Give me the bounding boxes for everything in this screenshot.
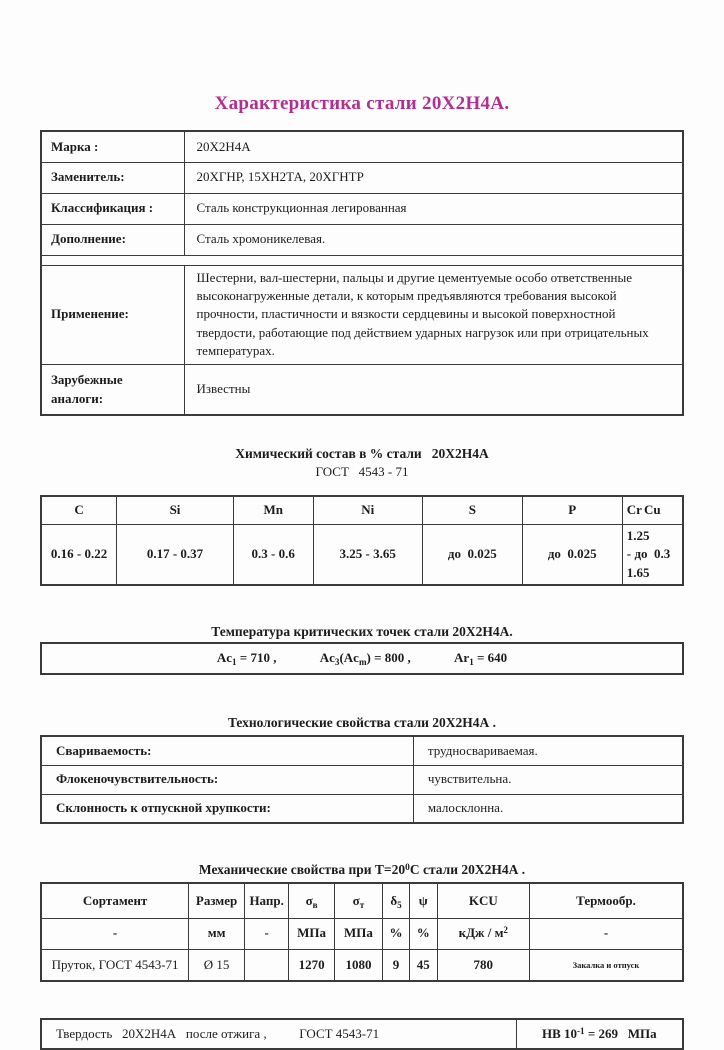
chem-col-header: Ni [313, 496, 422, 524]
chem-header-row: C Si Mn Ni S P Cr Cu [41, 496, 683, 524]
mech-col-psi: ψ [409, 883, 437, 918]
info-value: 20ХГНР, 15ХН2ТА, 20ХГНТР [184, 162, 683, 193]
chemical-section-title: Химический состав в % стали 20Х2Н4А [235, 446, 489, 462]
chem-col-header: S [422, 496, 522, 524]
mech-unit: % [383, 918, 410, 949]
chem-col-header: Cu [622, 496, 683, 524]
mech-delta-value: 9 [383, 949, 410, 981]
hardness-table [40, 1018, 684, 1050]
critical-points-title: Температура критических точек стали 20Х2Н4А. [211, 624, 513, 640]
table-row [41, 162, 683, 193]
chem-value: до 0.025 [422, 524, 522, 585]
mech-razmer-value: Ø 15 [189, 949, 245, 981]
mech-unit: кДж / $м^2$ [437, 918, 529, 949]
info-value: Сталь конструкционная легированная [184, 193, 683, 224]
chem-value: 3.25 - 3.65 [313, 524, 422, 585]
chem-value: до 0.3 [622, 524, 683, 585]
tech-label: Флокеночувствительность: [41, 765, 413, 794]
mech-col-napr: Напр. [245, 883, 289, 918]
info-label: Классификация : [41, 193, 184, 224]
chem-col-header: Mn [233, 496, 313, 524]
chemical-composition-table [40, 495, 684, 586]
table-row [41, 736, 683, 765]
mech-unit: - [245, 918, 289, 949]
mech-unit: - [530, 918, 684, 949]
mech-unit: мм [189, 918, 245, 949]
chem-col-header: C [41, 496, 117, 524]
page-title: Характеристика стали 20Х2Н4А. [214, 93, 510, 114]
info-label: Дополнение: [41, 224, 184, 255]
tech-properties-table [40, 735, 684, 824]
chem-col-header: P [522, 496, 622, 524]
mech-data-row [41, 949, 683, 981]
table-row [41, 765, 683, 794]
ac3-value: $Ac_3(Ac_m) = 800$ , [319, 650, 411, 668]
ar1-value: $Ar_1 = 640$ [454, 650, 508, 668]
tech-section-title: Технологические свойства стали 20Х2Н4А . [227, 715, 497, 731]
mech-termoobr-value: Закалка и отпуск [530, 949, 684, 981]
mechanical-properties-table [40, 882, 684, 982]
info-label: Заменитель: [41, 162, 184, 193]
tech-value: чувствительна. [413, 765, 683, 794]
table-row [41, 794, 683, 823]
mech-sigma-t-value: 1080 [334, 949, 382, 981]
table-row [41, 193, 683, 224]
hardness-value: НВ $10^{-1} = 269$ МПа [516, 1019, 683, 1049]
chem-value: 0.16 - 0.22 [41, 524, 117, 585]
spacer-cell [41, 255, 683, 265]
chemical-section-subtitle: ГОСТ 4543 - 71 [315, 464, 409, 480]
mech-unit: % [409, 918, 437, 949]
hardness-description: Твердость 20Х2Н4А после отжига , ГОСТ 4543-71 [41, 1019, 516, 1049]
mech-section-title: Механические свойства при $Т=20^0С$ стали 20Х2Н4А . [198, 862, 526, 878]
mech-col-sortament: Сортамент [41, 883, 189, 918]
mech-col-sigma-t: $\sigma_т$ [334, 883, 382, 918]
mech-col-termoobr: Термообр. [530, 883, 684, 918]
chem-value: 0.17 - 0.37 [117, 524, 234, 585]
mech-sigma-b-value: 1270 [289, 949, 335, 981]
mech-units-row [41, 918, 683, 949]
mech-psi-value: 45 [409, 949, 437, 981]
tech-label: Склонность к отпускной хрупкости: [41, 794, 413, 823]
info-label: Применение: [41, 265, 184, 364]
ac1-value: $Ac_1 = 710$ , [216, 650, 277, 668]
chem-col-header: Si [117, 496, 234, 524]
info-value: Шестерни, вал-шестерни, пальцы и другие цементуемые особо ответственные высоконагруженные детали, к которым предъявляются требования высокой прочности, пластичности и вязкости сердцевины и высокой поверхностной твердости, работающие под действием ударных нагрузок или при отрицательных температурах. [184, 265, 683, 364]
steel-info-table [40, 130, 684, 416]
info-value: Сталь хромоникелевая. [184, 224, 683, 255]
mech-unit: МПа [289, 918, 335, 949]
tech-label: Свариваемость: [41, 736, 413, 765]
table-row [41, 364, 683, 415]
spacer-row [41, 255, 683, 265]
critical-points-cell [41, 643, 683, 674]
info-value: Известны [184, 364, 683, 415]
table-row [41, 265, 683, 364]
critical-points-table [40, 642, 684, 675]
tech-value: трудносвариваемая. [413, 736, 683, 765]
table-row [41, 131, 683, 162]
mech-col-razmer: Размер [189, 883, 245, 918]
mech-col-sigma-b: $\sigma_в$ [289, 883, 335, 918]
info-value: 20Х2Н4А [184, 131, 683, 162]
chem-values-row: 0.16 - 0.22 0.17 - 0.37 0.3 - 0.6 3.25 - 3.65 до 0.025 до 0.025 1.25 - 1.65 до 0.3 [41, 524, 683, 585]
mech-kcu-value: 780 [437, 949, 529, 981]
critical-points-row [41, 643, 683, 674]
chem-value: до 0.025 [522, 524, 622, 585]
mech-sortament-value: Пруток, ГОСТ 4543-71 [41, 949, 189, 981]
mech-col-kcu: KCU [437, 883, 529, 918]
mech-unit: МПа [334, 918, 382, 949]
chem-value: 0.3 - 0.6 [233, 524, 313, 585]
info-label: Марка : [41, 131, 184, 162]
tech-value: малосклонна. [413, 794, 683, 823]
hardness-row [41, 1019, 683, 1049]
mech-unit: - [41, 918, 189, 949]
mech-header-row [41, 883, 683, 918]
mech-napr-value [245, 949, 289, 981]
mech-col-delta5: $\delta_5$ [383, 883, 410, 918]
table-row [41, 224, 683, 255]
info-label: Зарубежные аналоги: [41, 364, 184, 415]
